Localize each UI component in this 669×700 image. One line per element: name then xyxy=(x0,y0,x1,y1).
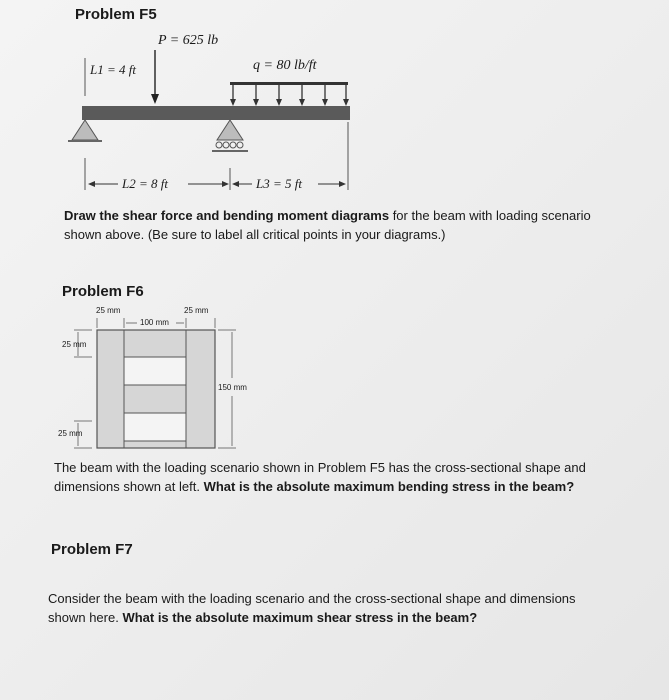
f7-title: Problem F7 xyxy=(51,541,133,558)
f6-text-line2-plain: dimensions shown at left. xyxy=(54,479,204,494)
f6-question xyxy=(54,458,664,496)
f6-text-line1: The beam with the loading scenario shown in Problem F5 has the cross-sectional shape and xyxy=(54,460,586,475)
f7-text-line1: Consider the beam with the loading scenario and the cross-sectional shape and dimensions xyxy=(48,591,576,606)
load-p-label: P = 625 lb xyxy=(158,33,219,48)
l2-label: L2 = 8 ft xyxy=(122,176,168,191)
f6-title: Problem F6 xyxy=(62,283,144,300)
f5-title: Problem F5 xyxy=(75,6,157,23)
f5-instruction-rest: for the beam with loading scenario xyxy=(389,208,591,223)
dim-top-right: 25 mm xyxy=(184,306,209,315)
f7-text-line2-bold: What is the absolute maximum shear stress in the beam? xyxy=(122,610,478,625)
dim-left-top: 25 mm xyxy=(62,340,87,349)
f5-instruction-line2: shown above. (Be sure to label all critical points in your diagrams.) xyxy=(64,227,446,242)
f6-text-line2-bold: What is the absolute maximum bending stress in the beam? xyxy=(203,479,575,494)
dim-left-bottom: 25 mm xyxy=(58,429,83,438)
dim-top-mid: 100 mm xyxy=(140,318,169,327)
l3-label: L3 = 5 ft xyxy=(256,176,302,191)
dim-right: 150 mm xyxy=(218,383,247,392)
l1-label: L1 = 4 ft xyxy=(90,62,136,77)
f7-text-line2-plain: shown here. xyxy=(48,610,123,625)
dim-top-left: 25 mm xyxy=(96,306,121,315)
f5-instruction-bold: Draw the shear force and bending moment diagrams xyxy=(64,208,390,223)
q-label: q = 80 lb/ft xyxy=(253,58,317,73)
f7-question xyxy=(48,589,663,627)
